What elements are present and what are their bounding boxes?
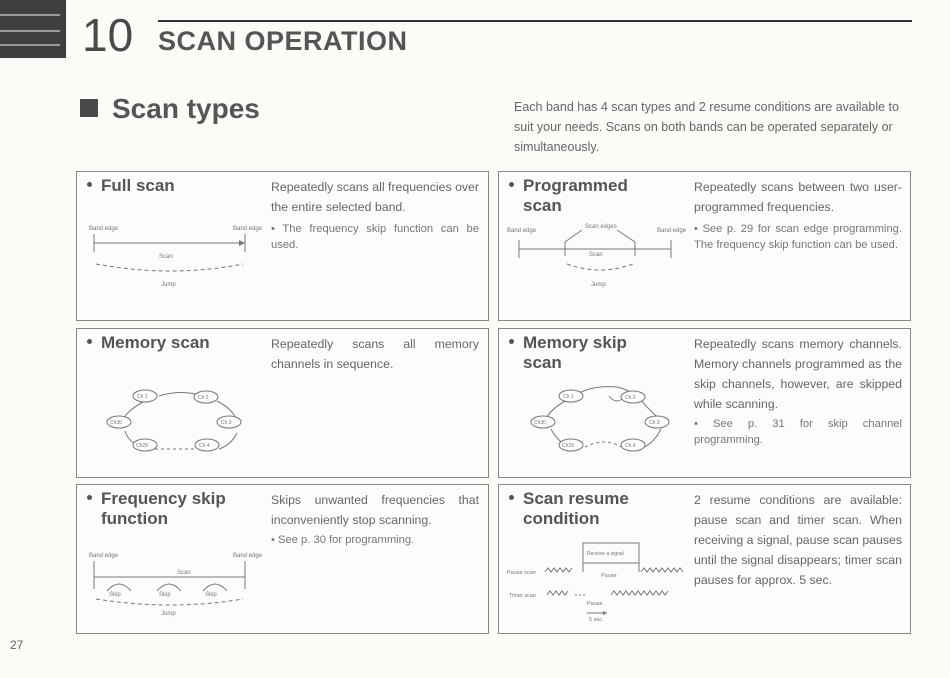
chapter-number: 10: [82, 9, 134, 61]
right-edge-label: Band edge: [233, 553, 263, 559]
bullet-icon: [509, 339, 514, 344]
panel-title: Full scan: [87, 176, 175, 196]
full-scan-diagram: [87, 222, 263, 302]
panel-title: Scan resume condition: [509, 489, 629, 529]
memory-skip-scan-diagram: [525, 381, 685, 471]
skip-label-3: Skip: [205, 592, 217, 598]
panel-title: Frequency skip function: [87, 489, 226, 529]
panel-description: 2 resume conditions are available: pause scan and timer scan. When receiving a signal, pause scan pauses until the signal disappears; timer scan pauses for approx. 5 sec.: [694, 493, 902, 587]
pause-scan-label: Pause scan: [507, 570, 536, 576]
jump-label: Jump: [161, 282, 176, 288]
panel-frequency-skip: [76, 484, 489, 634]
ch30-label: Ch30: [110, 420, 122, 426]
section-bullet-icon: [80, 99, 98, 117]
jump-label: Jump: [161, 611, 176, 617]
panel-programmed-scan: [498, 171, 911, 321]
panel-description: Repeatedly scans all frequencies over the entire selected band.: [271, 180, 479, 214]
five-sec-label: 5 sec.: [589, 617, 604, 623]
right-edge-label: Band edge: [657, 228, 687, 234]
timer-scan-label: Timer scan: [509, 593, 536, 599]
ch2-label: Ch 2: [198, 395, 209, 401]
panel-full-scan: [76, 171, 489, 321]
right-edge-label: Band edge: [233, 226, 263, 232]
panel-memory-skip-scan: [498, 328, 911, 478]
panel-memory-scan: [76, 328, 489, 478]
panel-note: • See p. 31 for skip channel programming.: [694, 418, 902, 446]
ch30-label: Ch30: [534, 420, 546, 426]
pause-label: Pause: [601, 573, 617, 579]
programmed-scan-diagram: [507, 220, 687, 300]
section-intro: Each band has 4 scan types and 2 resume conditions are available to suit your needs. Scans on both bands can be operated separately or simultaneously.: [514, 100, 899, 154]
scan-edges-label: Scan edges: [585, 224, 617, 230]
timer-pause-label: Pause: [587, 601, 603, 607]
page-number: 27: [10, 638, 24, 652]
panel-title: Programmed scan: [509, 176, 628, 216]
bullet-icon: [87, 495, 92, 500]
skip-label-2: Skip: [159, 592, 171, 598]
frequency-skip-diagram: [87, 549, 263, 629]
scan-label: Scan: [177, 570, 191, 576]
ch2-label: Ch 2: [625, 395, 636, 401]
bullet-icon: [87, 339, 92, 344]
chapter-tab-marker: [0, 0, 66, 58]
ch1-label: Ch 1: [137, 394, 148, 400]
scan-label: Scan: [159, 254, 173, 260]
panel-note: • See p. 30 for programming.: [271, 534, 415, 546]
panel-description: Repeatedly scans between two user-programmed frequencies.: [694, 180, 902, 214]
panel-note: • See p. 29 for scan edge programming. The frequency skip function can be used.: [694, 223, 902, 251]
bullet-icon: [87, 182, 92, 187]
header-rule: [158, 20, 912, 22]
section-title: Scan types: [112, 93, 260, 124]
bullet-icon: [509, 495, 514, 500]
panel-scan-resume: [498, 484, 911, 634]
chapter-title: SCAN OPERATION: [158, 26, 408, 56]
panel-description: Repeatedly scans all memory channels in sequence.: [271, 337, 479, 371]
skip-label-1: Skip: [109, 592, 121, 598]
jump-label: Jump: [591, 282, 606, 288]
ch4-label: Ch 4: [625, 443, 636, 449]
scan-resume-diagram: [505, 539, 695, 629]
memory-scan-diagram: [101, 381, 261, 471]
panel-title: Memory skip scan: [509, 333, 627, 373]
left-edge-label: Band edge: [507, 228, 537, 234]
panel-title: Memory scan: [87, 333, 210, 353]
left-edge-label: Band edge: [89, 226, 119, 232]
panel-description: Skips unwanted frequencies that inconveniently stop scanning.: [271, 493, 479, 527]
left-edge-label: Band edge: [89, 553, 119, 559]
ch29-label: Ch29: [136, 443, 148, 449]
panel-note: • The frequency skip function can be used.: [271, 223, 479, 251]
panel-description: Repeatedly scans memory channels. Memory channels programmed as the skip channels, however, are skipped while scanning.: [694, 337, 902, 411]
bullet-icon: [509, 182, 514, 187]
scan-label: Scan: [589, 252, 603, 258]
ch3-label: Ch 3: [221, 420, 232, 426]
ch1-label: Ch 1: [563, 394, 574, 400]
receive-label: Receive a signal: [587, 551, 624, 557]
ch4-label: Ch 4: [199, 443, 210, 449]
ch29-label: Ch29: [562, 443, 574, 449]
ch3-label: Ch 3: [649, 420, 660, 426]
